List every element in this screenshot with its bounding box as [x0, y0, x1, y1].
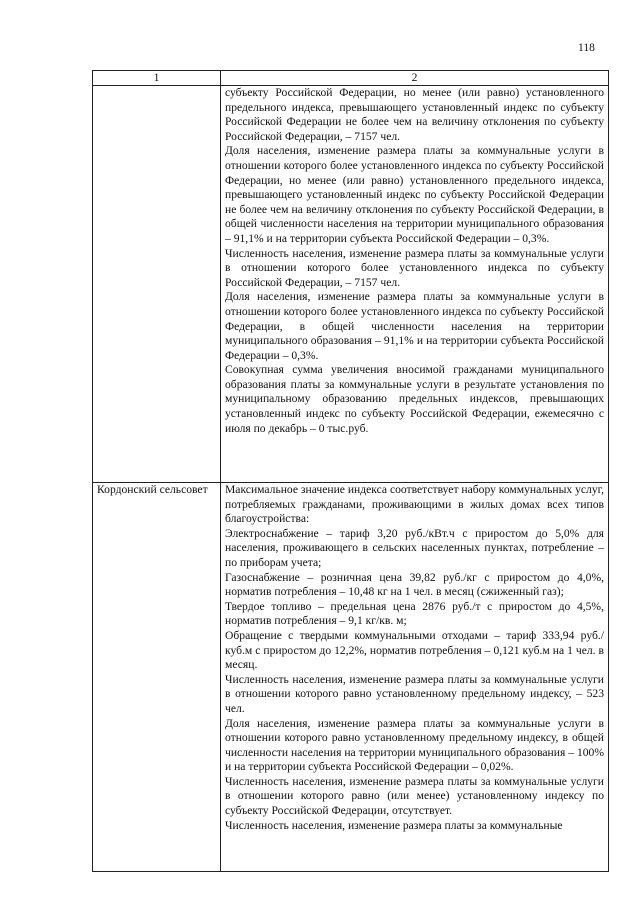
paragraph: Численность населения, изменение размера платы за коммунальные услуги в отношении которого равно (или менее) установленному индексу по субъекту Российской Федерации, отсутствует. — [225, 774, 604, 818]
paragraph: субъекту Российской Федерации, но менее (или равно) установленного предельного индекса, превышающего установленный индекс по субъекту Российской Федерации не более чем на величину отклонения по субъекту Российской Федерации, – 7157 чел. — [225, 86, 604, 143]
paragraph: Совокупная сумма увеличения вносимой гражданами муниципального образования платы за коммунальные услуги в результате установления по муниципальному образованию предельных индексов, превышающих установленный индекс по субъекту Российской Федерации, ежемесячно с июля по декабрь – 0 тыс.руб. — [225, 363, 604, 435]
table-row — [93, 86, 609, 483]
municipality-name: Кордонский сельсовет — [93, 483, 221, 872]
header-row — [93, 71, 609, 86]
paragraph: Максимальное значение индекса соответствует набору коммунальных услуг, потребляемых гражданами, проживающими в жилых домах всех типов благоустройства: — [225, 483, 604, 526]
paragraph: Численность населения, изменение размера платы за коммунальные — [225, 818, 563, 832]
paragraph: Обращение с твердыми коммунальными отходами – тариф 333,94 руб./куб.м с приростом до 12,2%, норматив потребления – 0,121 куб.м на 1 чел. в месяц. — [225, 628, 604, 672]
paragraph: Доля населения, изменение размера платы за коммунальные услуги в отношении которого равно установленному предельному индексу, в общей численности населения на территории муниципального образования – 100% и на территории субъекта Российской Федерации – 0,02%. — [225, 716, 604, 774]
column-header-1: 1 — [93, 71, 221, 86]
paragraph: Доля населения, изменение размера платы за коммунальные услуги в отношении которого более установленного индекса по субъекту Российской Федерации, в общей численности населения на территории муниципального образования – 91,1% и на территории субъекта Российской Федерации – 0,3%. — [225, 290, 604, 362]
paragraph: Газоснабжение – розничная цена 39,82 руб./кг с приростом до 4,0%, норматив потребления – 10,48 кг на 1 чел. в месяц (сжиженный газ); — [225, 570, 604, 599]
document-table — [92, 70, 609, 872]
paragraph: Доля населения, изменение размера платы за коммунальные услуги в отношении которого более установленного индекса по субъекту Российской Федерации, но менее (или равно) установленного предельного индекса, превышающего установленный индекс по субъекту Российской Федерации не более чем на величину отклонения по субъекту Российской Федерации, в общей численности населения на территории муниципального образования – 91,1% и на территории субъекта Российской Федерации – 0,3%. — [225, 144, 604, 245]
municipality-name — [93, 86, 221, 483]
table-row — [93, 483, 609, 872]
description-cell — [221, 86, 609, 483]
page-number: 118 — [578, 42, 595, 54]
paragraph: Электроснабжение – тариф 3,20 руб./кВт.ч с приростом до 5,0% для населения, проживающего в сельских населенных пунктах, потребление – по приборам учета; — [225, 526, 604, 569]
column-header-2: 2 — [221, 71, 609, 86]
description-cell — [221, 483, 609, 872]
paragraph: Численность населения, изменение размера платы за коммунальные услуги в отношении которого более установленного индекса по субъекту Российской Федерации, – 7157 чел. — [225, 246, 604, 289]
paragraph: Твердое топливо – предельная цена 2876 руб./т с приростом до 4,5%, норматив потребления – 9,1 кг/кв. м; — [225, 599, 604, 628]
paragraph: Численность населения, изменение размера платы за коммунальные услуги в отношении которого равно установленному предельному индексу, – 523 чел. — [225, 672, 604, 715]
